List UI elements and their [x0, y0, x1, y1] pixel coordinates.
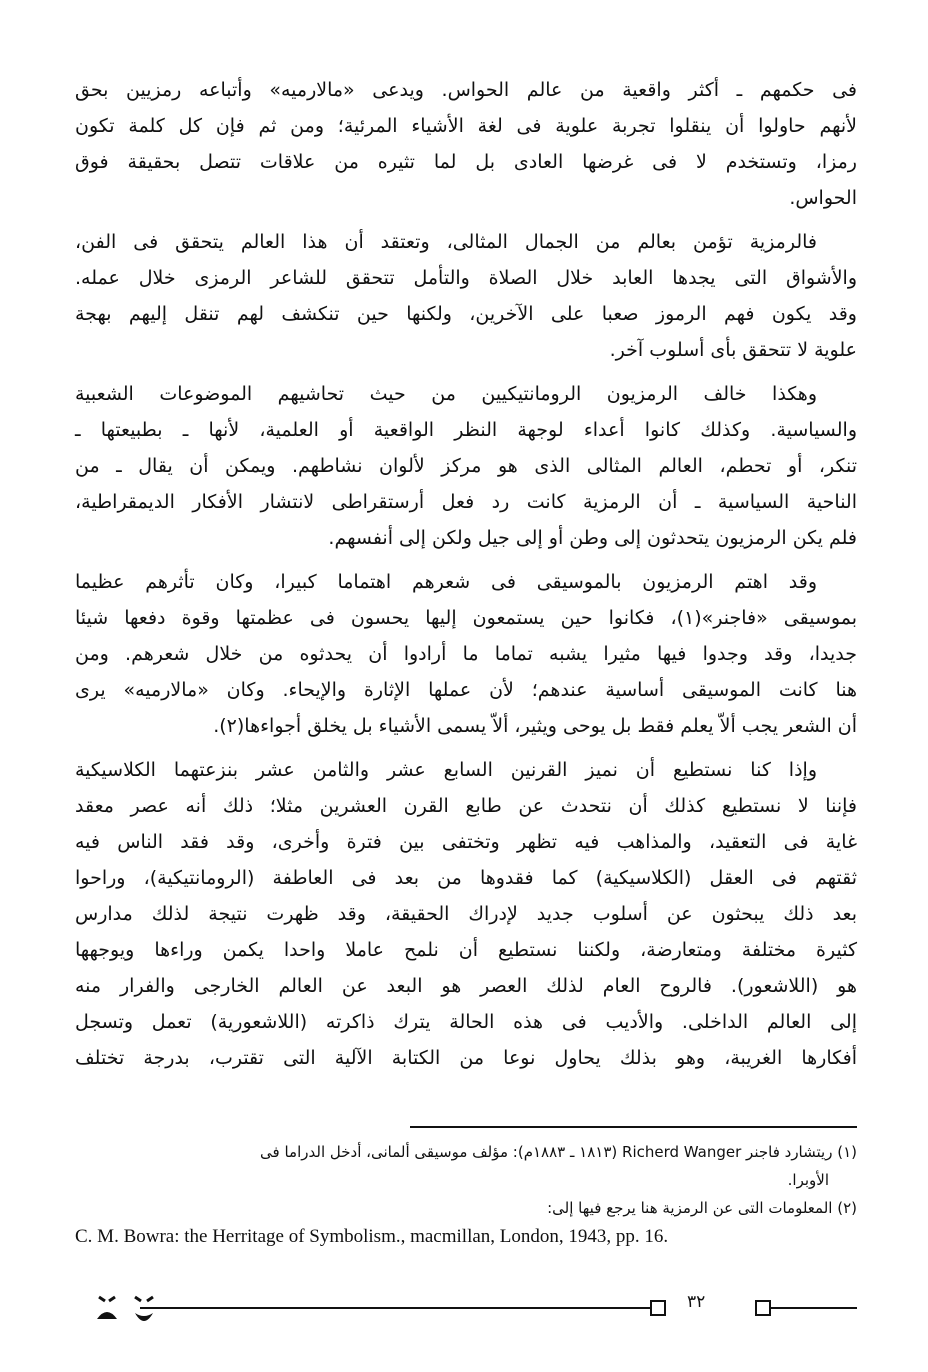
text-line: أفكارها الغريبة، وهو بذلك يحاول نوعا من الكتابة الآلية التى تقترب، بدرجة تختلف [75, 1047, 857, 1069]
text-line: فإننا لا نستطيع كذلك أن نتحدث عن طابع القرن العشرين مثلا؛ ذلك أنه عصر معقد [75, 795, 857, 817]
footer-square-right [755, 1300, 771, 1316]
page-number: ٣٢ [687, 1292, 706, 1312]
text-line: ثقتهم فى العقل (الكلاسيكية) كما فقدوها من بعد فى العاطفة (الرومانتيكية)، وراحوا [75, 867, 857, 889]
text-line: فالرمزية تؤمن بعالم من الجمال المثالى، وتعتقد أن هذا العالم يتحقق فى الفن، [75, 231, 817, 253]
text-line: والأشواق التى يجدها العابد خلال الصلاة والتأمل تتحقق للشاعر الرمزى خلال عمله. [75, 267, 857, 289]
text-line: فلم يكن الرمزيون يتحدثون إلى وطن أو إلى جيل ولكن إلى أنفسهم. [328, 527, 857, 549]
footnote-1-continuation: الأوبرا. [787, 1171, 829, 1189]
text-line: جديدا، وقد وجدوا فيها مثيرا يشبه تماما ما أرادوا أن يحدثوه من خلال شعرهم. ومن [75, 643, 857, 665]
footnote-2: (٢) المعلومات التى عن الرمزية هنا يرجع فيها إلى: [547, 1199, 857, 1217]
paragraph [75, 376, 857, 556]
text-line: لأنهم حاولوا أن ينقلوا تجربة علوية فى لغة الأشياء المرئية؛ ومن ثم فإن كل كلمة تكون [75, 115, 857, 137]
footnote-1: (١) ريتشارد فاجنر Richerd Wanger (١٨١٣ ـ ١٨٨٣م): مؤلف موسيقى ألمانى، أدخل الدراما فى [260, 1143, 857, 1161]
paragraph [75, 224, 857, 368]
footer-square-left [650, 1300, 666, 1316]
footer-rule-left [140, 1307, 650, 1309]
text-line: بموسيقى «فاجنر»(١)، فكانوا حين يستمعون إليها يحسون فى عظمتها وقوة دفعها شيئا [75, 607, 857, 629]
text-line: وقد يكون فهم الرموز صعبا على الآخرين، ولكنها حين تنكشف لهم تنقل إليهم بهجة [75, 303, 857, 325]
footnote-separator [410, 1126, 857, 1128]
text-line: هو (اللاشعور). فالروح العام لذلك العصر هو البعد عن العالم الخارجى والفرار منه [75, 975, 857, 997]
text-line: والسياسية. وكذلك كانوا أعداء لوجهة النظر الواقعية أو العلمية، لأنها ـ بطبيعتها ـ [75, 419, 857, 441]
paragraph [75, 564, 857, 744]
text-line: تنكر، أو تحطم، العالم المثالى الذى هو مركز لألوان نشاطهم. ويمكن أن يقال ـ من [75, 455, 857, 477]
text-line: رمزا، وتستخدم لا فى غرضها العادى بل لما تثيره من علاقات تتصل بحقيقة فوق [75, 151, 857, 173]
text-line: الحواس. [789, 187, 857, 209]
ornament-icon [85, 1289, 165, 1329]
text-line: أن الشعر يجب ألاّ يعلم فقط بل يوحى ويثير، ألاّ يسمى الأشياء بل يخلق أجواءها(٢). [213, 715, 857, 737]
body-text [75, 72, 857, 1084]
text-line: غاية فى التعقيد، والمذاهب فيه تظهر وتختفى بين فترة وأخرى، وقد فقد الناس فيه [75, 831, 857, 853]
text-line: وهكذا خالف الرمزيون الرومانتيكيين من حيث تحاشيهم الموضوعات الشعبية [75, 383, 817, 405]
text-line: علوية لا تتحقق بأى أسلوب آخر. [609, 339, 857, 361]
text-line: هنا كانت الموسيقى أساسية عندهم؛ لأن عملها الإثارة والإيحاء. وكان «مالارميه» يرى [75, 679, 857, 701]
text-line: إلى العالم الداخلى. والأديب فى هذه الحالة يترك ذاكرته (اللاشعورية) تعمل وتسجل [75, 1011, 857, 1033]
text-line: بعد ذلك يبحثون عن أسلوب جديد لإدراك الحقيقة، وقد ظهرت نتيجة لذلك مدارس [75, 903, 857, 925]
footnote-2-reference: C. M. Bowra: the Herritage of Symbolism., macmillan, London, 1943, pp. 16. [75, 1226, 669, 1247]
paragraph [75, 752, 857, 1076]
paragraph [75, 72, 857, 216]
footer-rule-right [771, 1307, 857, 1309]
page-footer [75, 1292, 857, 1325]
text-line: فى حكمهم ـ أكثر واقعية من عالم الحواس. ويدعى «مالارميه» وأتباعه رمزيين بحق [75, 79, 857, 101]
text-line: كثيرة مختلفة ومتعارضة، ولكننا نستطيع أن نلمح عاملا واحدا يكمن وراءها ويوجهها [75, 939, 857, 961]
footnotes [75, 1138, 857, 1252]
text-line: الناحية السياسية ـ أن الرمزية كانت رد فعل أرستقراطى لانتشار الأفكار الديمقراطية، [75, 491, 857, 513]
text-line: وإذا كنا نستطيع أن نميز القرنين السابع عشر والثامن عشر بنزعتهما الكلاسيكية [75, 759, 817, 781]
text-line: وقد اهتم الرمزيون بالموسيقى فى شعرهم اهتماما كبيرا، وكان تأثرهم عظيما [75, 571, 817, 593]
